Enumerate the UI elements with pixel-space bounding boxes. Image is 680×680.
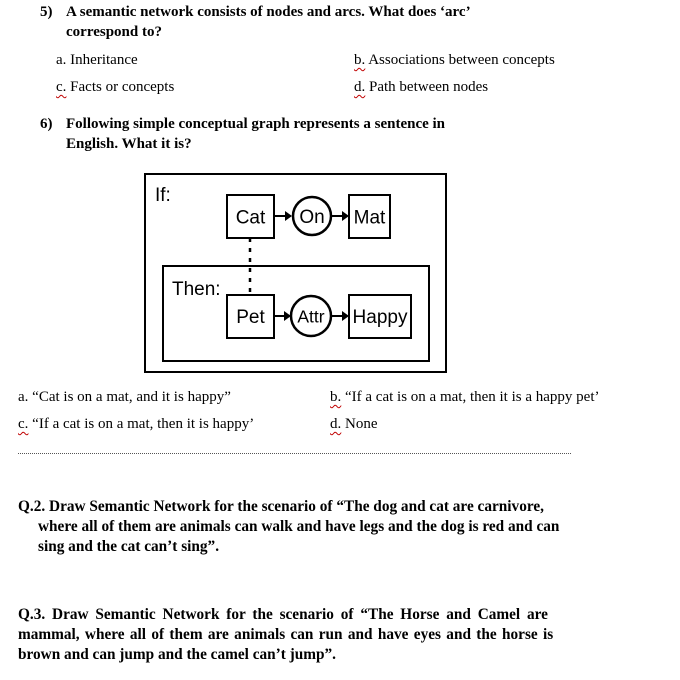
- option-text: “If a cat is on a mat, then it is happy’: [32, 416, 255, 432]
- node-cat-label: Cat: [235, 207, 266, 229]
- q5-number: 5): [40, 4, 53, 20]
- option-text: None: [345, 416, 378, 432]
- q6-text-line1: Following simple conceptual graph represents a sentence in: [66, 116, 446, 132]
- q3-line3: brown and can jump and the camel can’t jump”.: [18, 646, 337, 663]
- q2-line2: where all of them are animals can walk and have legs and the dog is red and can: [38, 518, 560, 535]
- option-letter: d.: [354, 79, 366, 95]
- q2-line1: Q.2. Draw Semantic Network for the scenario of “The dog and cat are carnivore,: [18, 498, 544, 515]
- if-label: If:: [155, 185, 171, 206]
- option-text: “Cat is on a mat, and it is happy”: [32, 389, 231, 405]
- q6-option-c: [18, 415, 254, 433]
- q6-option-d: [330, 415, 378, 433]
- then-label: Then:: [172, 279, 221, 300]
- q6-option-a: [18, 388, 231, 406]
- q6-option-b: [330, 388, 600, 406]
- option-text: “If a cat is on a mat, then it is a happy pet’: [345, 389, 600, 405]
- option-letter: c.: [18, 416, 29, 432]
- node-pet-label: Pet: [236, 307, 265, 328]
- option-text: Path between nodes: [369, 79, 489, 95]
- q2-line3: sing and the cat can’t sing”.: [38, 538, 220, 555]
- option-text: Associations between concepts: [368, 52, 555, 68]
- section-separator: [18, 453, 571, 454]
- if-outer-box: [145, 174, 446, 372]
- option-letter: b.: [354, 52, 366, 68]
- arrowhead-attr-happy: [342, 311, 349, 321]
- q3-line2: mammal, where all of them are animals can run and have eyes and the horse is: [18, 626, 554, 643]
- arrowhead-cat-on: [285, 211, 292, 221]
- q5-text-line2: correspond to?: [66, 24, 162, 40]
- node-attr-label: Attr: [297, 306, 325, 327]
- q6-number: 6): [40, 116, 53, 132]
- node-on-label: On: [299, 207, 325, 228]
- q5-text-line1: A semantic network consists of nodes and arcs. What does ‘arc’: [66, 4, 471, 20]
- option-letter: d.: [330, 416, 342, 432]
- node-mat-label: Mat: [353, 207, 386, 229]
- option-letter: c.: [56, 79, 67, 95]
- option-letter: a.: [56, 52, 67, 68]
- arrowhead-on-mat: [342, 211, 349, 221]
- q3-line1: Q.3. Draw Semantic Network for the scenario of “The Horse and Camel are: [18, 606, 548, 623]
- option-letter: b.: [330, 389, 342, 405]
- option-letter: a.: [18, 389, 29, 405]
- option-text: Facts or concepts: [70, 79, 175, 95]
- option-text: Inheritance: [70, 52, 138, 68]
- q6-text-line2: English. What it is?: [66, 136, 192, 152]
- q3-paragraph: [18, 605, 573, 665]
- node-happy-label: Happy: [352, 307, 408, 328]
- q2-paragraph: [18, 497, 559, 557]
